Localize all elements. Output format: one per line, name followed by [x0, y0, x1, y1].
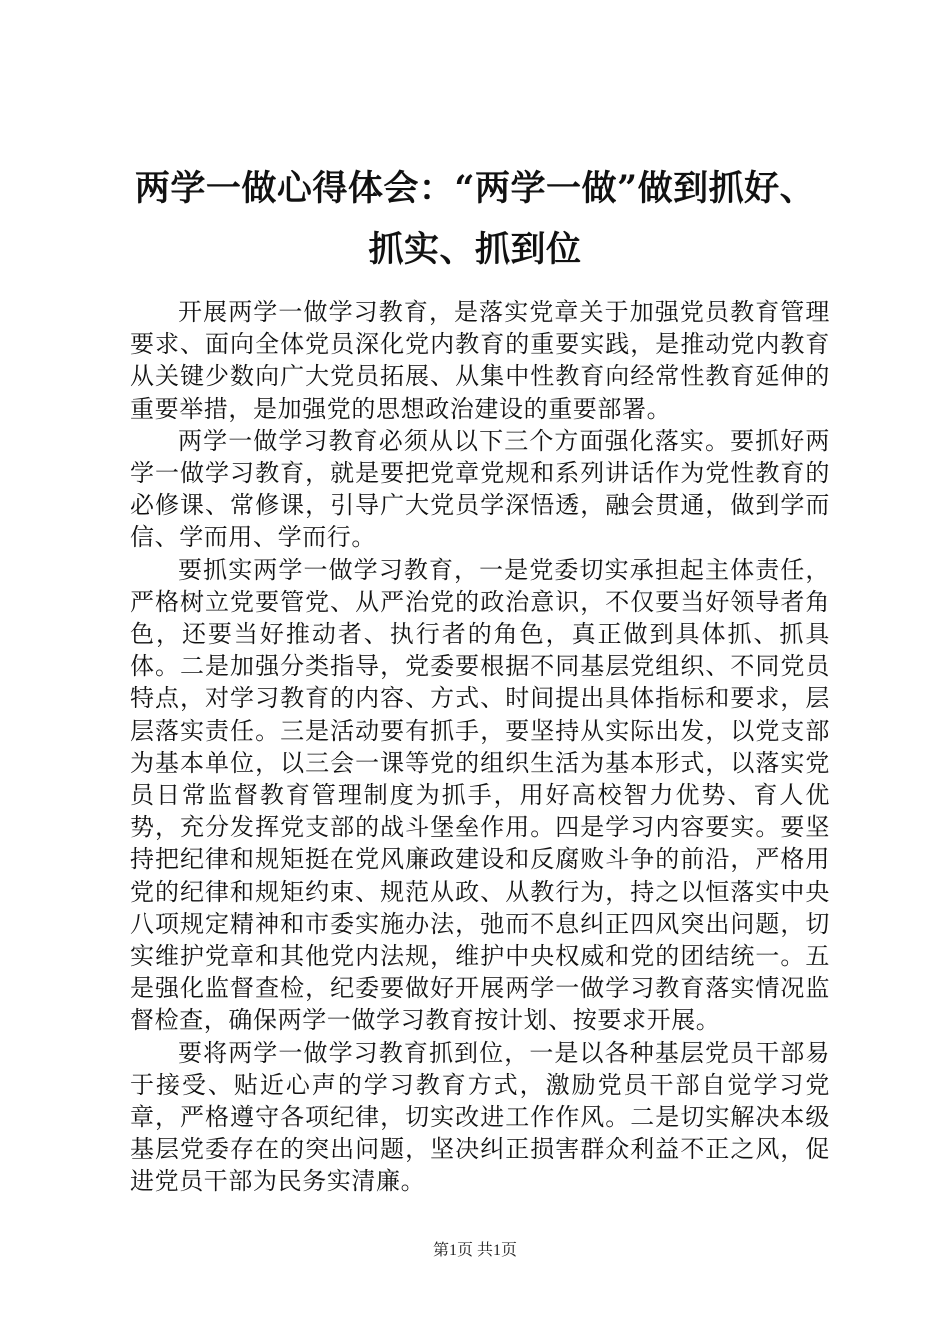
paragraph-3: 要抓实两学一做学习教育，一是党委切实承担起主体责任，严格树立党要管党、从严治党的政治意识，不仅要当好领导者角色，还要当好推动者、执行者的角色，真正做到具体抓、抓具体。二是加强分类指导，党委要根据不同基层党组织、不同党员特点，对学习教育的内容、方式、时间提出具体指标和要求，层层落实责任。三是活动要有抓手，要坚持从实际出发，以党支部为基本单位，以三会一课等党的组织生活为基本形式，以落实党员日常监督教育管理制度为抓手，用好高校智力优势、育人优势，充分发挥党支部的战斗堡垒作用。四是学习内容要实。要坚持把纪律和规矩挺在党风廉政建设和反腐败斗争的前沿，严格用党的纪律和规矩约束、规范从政、从教行为，持之以恒落实中央八项规定精神和市委实施办法，弛而不息纠正四风突出问题，切实维护党章和其他党内法规，维护中央权威和党的团结统一。五是强化监督查检，纪委要做好开展两学一做学习教育落实情况监督检查，确保两学一做学习教育按计划、按要求开展。	[130, 555, 830, 1035]
document-body	[130, 296, 830, 1198]
page-footer: 第1页 共1页	[432, 1242, 517, 1259]
paragraph-4: 要将两学一做学习教育抓到位，一是以各种基层党员干部易于接受、贴近心声的学习教育方式，激励党员干部自觉学习党章，严格遵守各项纪律，切实改进工作作风。二是切实解决本级基层党委存在的突出问题，坚决纠正损害群众利益不正之风，促进党员干部为民务实清廉。	[130, 1038, 830, 1196]
title-line-1: 两学一做心得体会：“两学一做”做到抓好、	[134, 168, 816, 209]
paragraph-2: 两学一做学习教育必须从以下三个方面强化落实。要抓好两学一做学习教育，就是要把党章党规和系列讲话作为党性教育的必修课、常修课，引导广大党员学深悟透，融会贯通，做到学而信、学而用、学而行。	[130, 426, 830, 552]
title-line-2: 抓实、抓到位	[368, 229, 582, 270]
paragraph-1: 开展两学一做学习教育，是落实党章关于加强党员教育管理要求、面向全体党员深化党内教育的重要实践，是推动党内教育从关键少数向广大党员拓展、从集中性教育向经常性教育延伸的重要举措，是加强党的思想政治建设的重要部署。	[130, 298, 830, 423]
document-title	[120, 158, 830, 280]
